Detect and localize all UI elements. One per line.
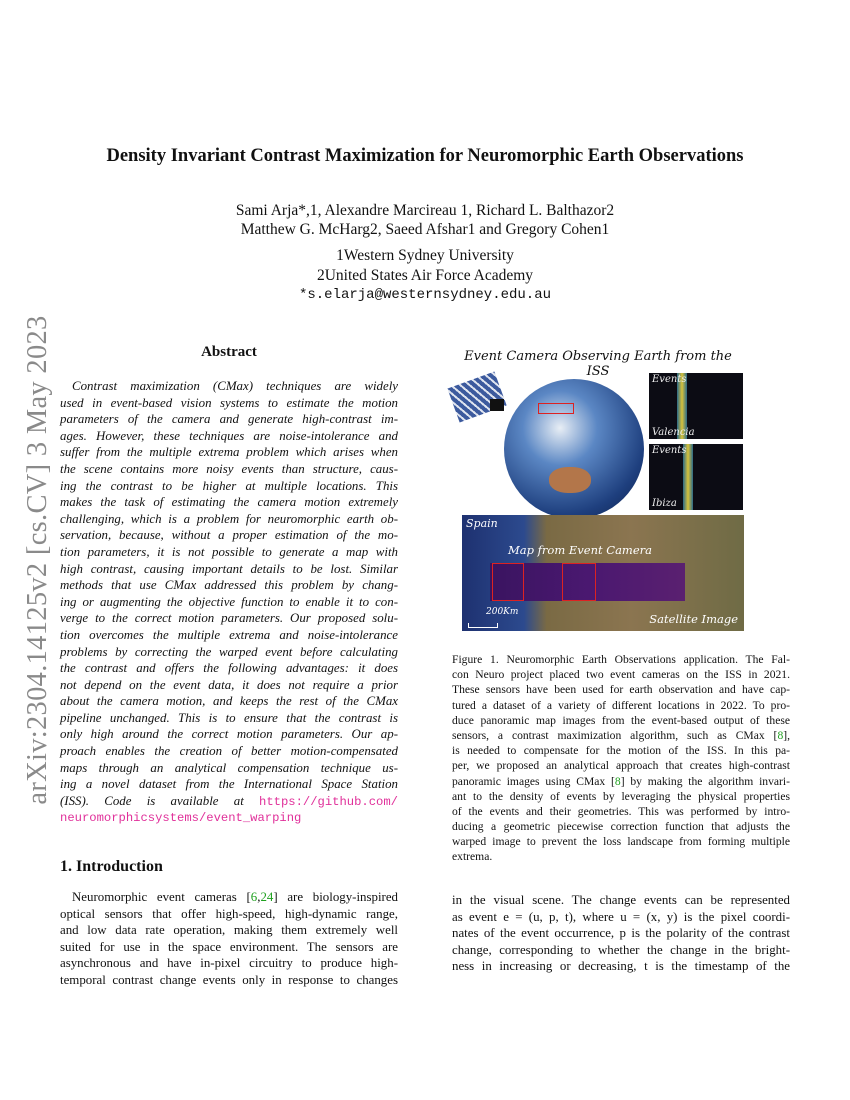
text-segment: proach enables the creation of better motion-compensated xyxy=(60,744,398,759)
events-valencia-panel xyxy=(649,373,743,439)
text-line xyxy=(60,544,398,561)
text-line xyxy=(452,925,790,942)
introduction-body xyxy=(60,889,398,989)
events-label: Events xyxy=(652,374,687,385)
text-segment: (ISS). Code is available at xyxy=(60,793,260,808)
text-line xyxy=(60,395,398,412)
text-line xyxy=(452,652,790,667)
satellite-label: Satellite Image xyxy=(649,612,738,626)
text-line xyxy=(452,804,790,819)
events-label: Events xyxy=(652,445,687,456)
text-segment: ], xyxy=(783,728,790,742)
text-segment: of the events and their geometries. This was performed by intro- xyxy=(452,804,790,818)
text-line xyxy=(60,610,398,627)
text-segment: pipeline unchanged. This is to ensure that the contrast is xyxy=(60,710,398,725)
text-segment: servation, because, without a proper estimation of the mo- xyxy=(60,528,398,543)
text-segment: con Neuro project placed two event cameras on the ISS in 2021. xyxy=(452,668,790,682)
text-line xyxy=(60,809,398,826)
text-segment: the scene contains more noisy events than structure, caus- xyxy=(60,461,398,476)
text-line xyxy=(60,511,398,528)
citation-link[interactable]: 8 xyxy=(614,774,621,788)
text-segment: tion parameters, it is not possible to generate a map with xyxy=(60,544,398,559)
text-segment: the contrast and offers the following advantages: it does xyxy=(60,661,398,676)
text-segment: suffer from the multiple extrema problem which arises when xyxy=(60,445,398,460)
figure-title: Event Camera Observing Earth from the ISS xyxy=(464,349,732,379)
text-line xyxy=(452,698,790,713)
text-line xyxy=(452,819,790,834)
text-line xyxy=(452,774,790,789)
text-segment: ducing a geometric piecewise correction function that adjusts the xyxy=(452,820,790,834)
text-line xyxy=(452,743,790,758)
arxiv-stamp: arXiv:2304.14125v2 [cs.CV] 3 May 2023 xyxy=(22,315,53,805)
text-line xyxy=(60,906,398,923)
scale-bar xyxy=(468,623,498,628)
text-line xyxy=(452,909,790,926)
citation-link[interactable]: 8 xyxy=(777,728,784,742)
map-label: Map from Event Camera xyxy=(508,543,652,557)
text-line xyxy=(60,461,398,478)
text-line xyxy=(60,693,398,710)
code-url-link[interactable]: https://github.com/ xyxy=(259,794,398,809)
text-line xyxy=(60,527,398,544)
text-line xyxy=(60,889,398,906)
ibiza-label: Ibiza xyxy=(652,498,677,509)
text-segment: as event e = (u, p, t), where u = (x, y) is the pixel coordi- xyxy=(452,909,790,924)
text-segment: change, corresponding to whether the change in the bright- xyxy=(452,942,790,957)
text-line xyxy=(60,776,398,793)
text-segment: challenging, which is a problem for neuromorphic earth ob- xyxy=(60,511,398,526)
text-segment: panoramic images using CMax [ xyxy=(452,774,615,788)
text-line xyxy=(60,793,398,810)
text-segment: ing a novel dataset from the International Space Station xyxy=(60,777,398,792)
text-segment: nates of the event occurrence, p is the polarity of the contrast xyxy=(452,926,790,941)
right-column-body xyxy=(452,892,790,975)
events-ibiza-panel xyxy=(649,444,743,510)
abstract-body xyxy=(60,378,398,826)
scale-label: 200Km xyxy=(486,607,519,617)
text-segment: used in event-based vision systems to estimate the motion xyxy=(60,395,398,410)
iss-image xyxy=(447,372,506,423)
text-line xyxy=(60,644,398,661)
text-segment: is needed to compensate for the motion of the ISS. In this pa- xyxy=(452,744,790,758)
text-segment: maps through an analytical compensation technique us- xyxy=(60,760,398,775)
text-segment: , xyxy=(257,890,261,904)
text-segment: tion overcomes the multiple extrema and noise-intolerance xyxy=(60,627,398,642)
camera-image xyxy=(490,399,504,411)
code-url-link[interactable]: neuromorphicsystems/event_warping xyxy=(60,811,302,826)
text-segment: methods that use CMax addressed this problem by chang- xyxy=(60,578,398,593)
paper-title: Density Invariant Contrast Maximization for Neuromorphic Earth Observations xyxy=(106,146,744,166)
text-segment: Neuromorphic event cameras [ xyxy=(72,890,251,904)
text-line xyxy=(60,411,398,428)
text-segment: problems by correcting the warped event before calculating xyxy=(60,644,398,659)
text-line xyxy=(452,713,790,728)
text-line xyxy=(452,667,790,682)
text-segment: Contrast maximization (CMax) techniques are widely xyxy=(72,379,398,393)
text-segment: ing or augmenting the objective function to enable it to con- xyxy=(60,594,398,609)
text-segment: verge to the correct motion parameters. Our proposed solu- xyxy=(60,611,398,626)
text-line xyxy=(452,958,790,975)
text-line xyxy=(60,710,398,727)
text-line xyxy=(60,922,398,939)
text-line xyxy=(452,834,790,849)
text-segment: parameters of the camera and generate high-contrast im- xyxy=(60,412,398,427)
text-segment: duce panoramic map images from the event-based output of these xyxy=(452,713,790,727)
text-line xyxy=(60,743,398,760)
text-line xyxy=(60,972,398,989)
text-segment: makes the task of estimating the camera motion extremely xyxy=(60,495,398,510)
text-segment: ness in increasing or decreasing, t is the timestamp of the xyxy=(452,959,790,974)
earth-globe-image xyxy=(504,379,644,519)
text-segment: and low data rate operation, making them extremely well xyxy=(60,923,398,938)
text-segment: sensors, a contrast maximization algorithm, such as CMax [ xyxy=(452,728,778,742)
text-line xyxy=(60,627,398,644)
text-line xyxy=(60,939,398,956)
text-line xyxy=(452,942,790,959)
text-segment: ] by making the algorithm invari- xyxy=(620,774,790,788)
section-heading-introduction: 1. Introduction xyxy=(60,858,163,875)
text-segment: only high around the correct motion parameters. Our ap- xyxy=(60,727,398,742)
text-segment: asynchronous and have in-pixel circuitry to produce high- xyxy=(60,956,398,971)
text-line xyxy=(452,892,790,909)
satellite-map-image xyxy=(462,515,744,631)
text-line xyxy=(60,677,398,694)
text-segment: extrema. xyxy=(452,850,493,864)
text-line xyxy=(60,760,398,777)
text-line xyxy=(60,660,398,677)
text-segment: suited for use in the space environment. The sensors are xyxy=(60,939,398,954)
text-line xyxy=(60,577,398,594)
text-segment: ant to the density of events by leveraging the physical properties xyxy=(452,789,790,803)
citation-link[interactable]: 24 xyxy=(260,890,274,904)
affiliation-2: 2United States Air Force Academy xyxy=(316,267,534,284)
text-line xyxy=(452,758,790,773)
text-segment: ing the contrast to be higher at multiple locations. This xyxy=(60,478,398,493)
text-line xyxy=(60,561,398,578)
spain-label: Spain xyxy=(466,517,498,530)
text-segment: about the camera motion, and keeps the rest of the CMax xyxy=(60,694,398,709)
authors-line-2: Matthew G. McHarg2, Saeed Afshar1 and Gregory Cohen1 xyxy=(240,221,610,238)
text-segment: per, we proposed an analytical approach that creates high-contrast xyxy=(452,759,790,773)
text-segment: tured a dataset of a variety of different locations in 2022. To pro- xyxy=(452,698,790,712)
text-segment: not depend on the event data, it does not require a prior xyxy=(60,677,398,692)
text-segment: These sensors have been used for earth observation and have cap- xyxy=(452,683,790,697)
text-line xyxy=(60,444,398,461)
text-line xyxy=(60,726,398,743)
text-segment: temporal contrast change events only in response to changes xyxy=(60,972,398,987)
text-segment: ages. However, these techniques are noise-intolerance and xyxy=(60,428,398,443)
text-line xyxy=(452,849,790,864)
text-line xyxy=(60,594,398,611)
text-line xyxy=(452,728,790,743)
affiliation-1: 1Western Sydney University xyxy=(336,247,514,264)
text-line xyxy=(60,428,398,445)
text-line xyxy=(60,955,398,972)
figure-1 xyxy=(452,349,744,633)
text-segment: in the visual scene. The change events can be represented xyxy=(452,893,790,907)
figure-caption xyxy=(452,652,790,865)
author-email: *s.elarja@westernsydney.edu.au xyxy=(298,287,552,303)
authors-line-1: Sami Arja*,1, Alexandre Marcireau 1, Richard L. Balthazor2 xyxy=(235,202,615,219)
text-line xyxy=(60,378,398,395)
text-line xyxy=(60,478,398,495)
text-line xyxy=(60,494,398,511)
text-segment: high contrast, causing important details to be lost. Similar xyxy=(60,561,398,576)
valencia-label: Valencia xyxy=(652,427,695,438)
abstract-heading: Abstract xyxy=(201,344,257,360)
text-segment: ] are biology-inspired xyxy=(273,890,398,904)
citation-link[interactable]: 6 xyxy=(250,890,258,904)
text-line xyxy=(452,789,790,804)
text-segment: warped image to prevent the loss landscape from forming multiple xyxy=(452,835,790,849)
text-segment: optical sensors that offer high-speed, high-dynamic range, xyxy=(60,906,398,921)
text-line xyxy=(452,682,790,697)
text-segment: Figure 1. Neuromorphic Earth Observations application. The Fal- xyxy=(452,653,790,666)
